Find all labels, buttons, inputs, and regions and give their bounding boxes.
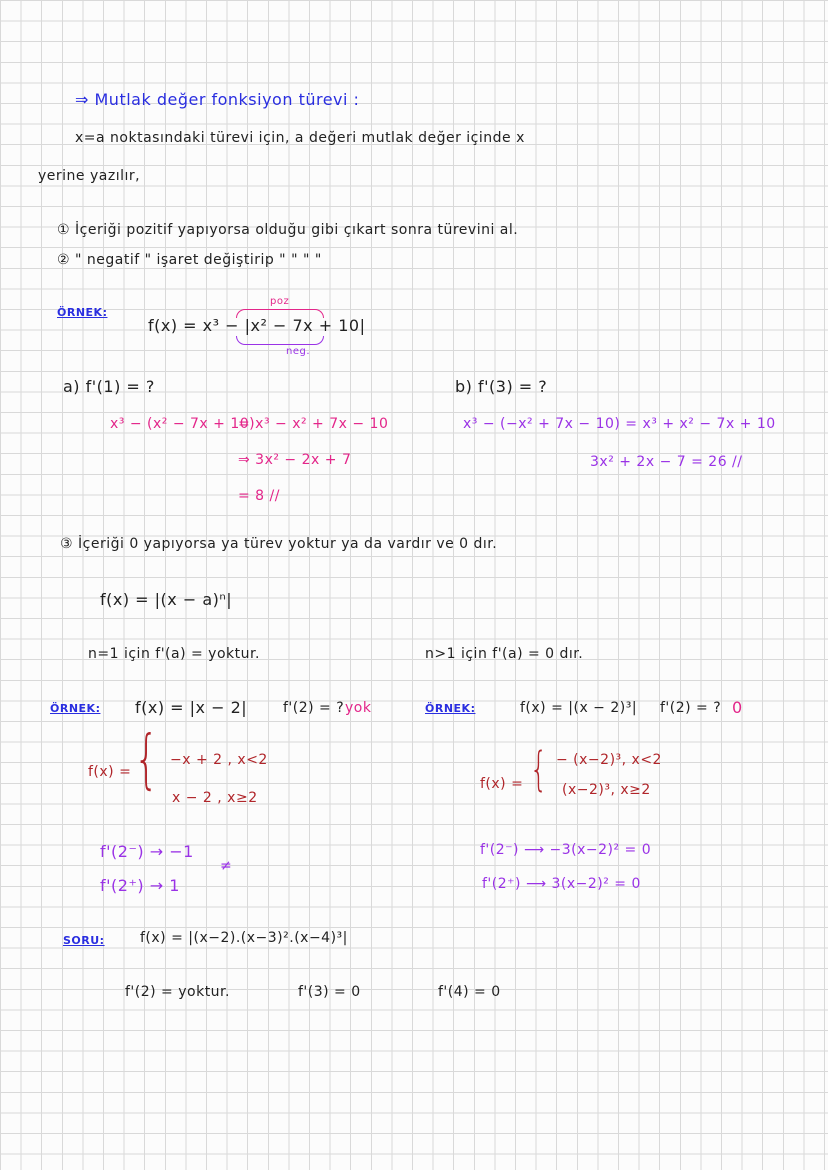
piecewise-lhs: f(x) = — [88, 764, 132, 780]
example-label: ÖRNEK: — [425, 702, 476, 715]
question-label: SORU: — [63, 934, 105, 947]
part-b-step: x³ − (−x² + 7x − 10) = x³ + x² − 7x + 10 — [463, 416, 776, 432]
left-limit: f'(2⁻) ⟶ −3(x−2)² = 0 — [480, 842, 652, 858]
example-question: f'(2) = ? — [660, 700, 722, 716]
example-label: ÖRNEK: — [57, 306, 108, 319]
part-b-result: 3x² + 2x − 7 = 26 // — [590, 454, 743, 470]
example-function: f(x) = |x − 2| — [135, 698, 248, 717]
part-a-step: x³ − (x² − 7x + 10) — [110, 416, 256, 432]
left-limit: f'(2⁻) → −1 — [100, 842, 194, 861]
piecewise-row: −x + 2 , x<2 — [170, 752, 268, 768]
piecewise-lhs: f(x) = — [480, 776, 524, 792]
positive-note: poz — [270, 296, 290, 307]
part-a-step: = x³ − x² + 7x − 10 — [238, 416, 389, 432]
rule-positive: ① İçeriği pozitif yapıyorsa olduğu gibi çıkart sonra türevini al. — [57, 222, 519, 238]
piecewise-row: − (x−2)³, x<2 — [556, 752, 662, 768]
positive-bracket — [236, 309, 324, 318]
section-title: ⇒ Mutlak değer fonksiyon türevi : — [75, 90, 360, 109]
intro-text: x=a noktasındaki türevi için, a değeri mutlak değer içinde x — [75, 130, 525, 146]
brace-icon: { — [134, 723, 159, 797]
example-function: f(x) = |(x − 2)³| — [520, 700, 638, 716]
negative-note: neg. — [286, 346, 311, 357]
part-a-question: a) f'(1) = ? — [63, 377, 155, 396]
example-function: f(x) = x³ − |x² − 7x + 10| — [148, 316, 366, 335]
right-limit: f'(2⁺) → 1 — [100, 876, 180, 895]
not-equal-sign: ≠ — [220, 858, 233, 874]
question-answer: f'(4) = 0 — [438, 984, 501, 1000]
example-answer: 0 — [732, 698, 743, 717]
piecewise-row: (x−2)³, x≥2 — [562, 782, 651, 798]
example-answer: yok — [345, 700, 372, 716]
case-n-greater-1: n>1 için f'(a) = 0 dır. — [425, 646, 584, 662]
right-limit: f'(2⁺) ⟶ 3(x−2)² = 0 — [482, 876, 641, 892]
negative-bracket — [236, 336, 324, 345]
question-answer: f'(2) = yoktur. — [125, 984, 230, 1000]
general-function: f(x) = |(x − a)ⁿ| — [100, 590, 233, 609]
part-a-result: = 8 // — [238, 488, 280, 504]
part-b-question: b) f'(3) = ? — [455, 377, 548, 396]
example-question: f'(2) = ? — [283, 700, 345, 716]
rule-negative: ② " negatif " işaret değiştirip " " " " — [57, 252, 322, 268]
brace-icon: { — [529, 742, 548, 796]
question-function: f(x) = |(x−2).(x−3)².(x−4)³| — [140, 930, 348, 946]
rule-zero: ③ İçeriği 0 yapıyorsa ya türev yoktur ya da vardır ve 0 dır. — [60, 536, 498, 552]
example-label: ÖRNEK: — [50, 702, 101, 715]
intro-text-continued: yerine yazılır, — [38, 168, 141, 184]
piecewise-row: x − 2 , x≥2 — [172, 790, 258, 806]
question-answer: f'(3) = 0 — [298, 984, 361, 1000]
part-a-step: ⇒ 3x² − 2x + 7 — [238, 452, 352, 468]
case-n-equals-1: n=1 için f'(a) = yoktur. — [88, 646, 260, 662]
